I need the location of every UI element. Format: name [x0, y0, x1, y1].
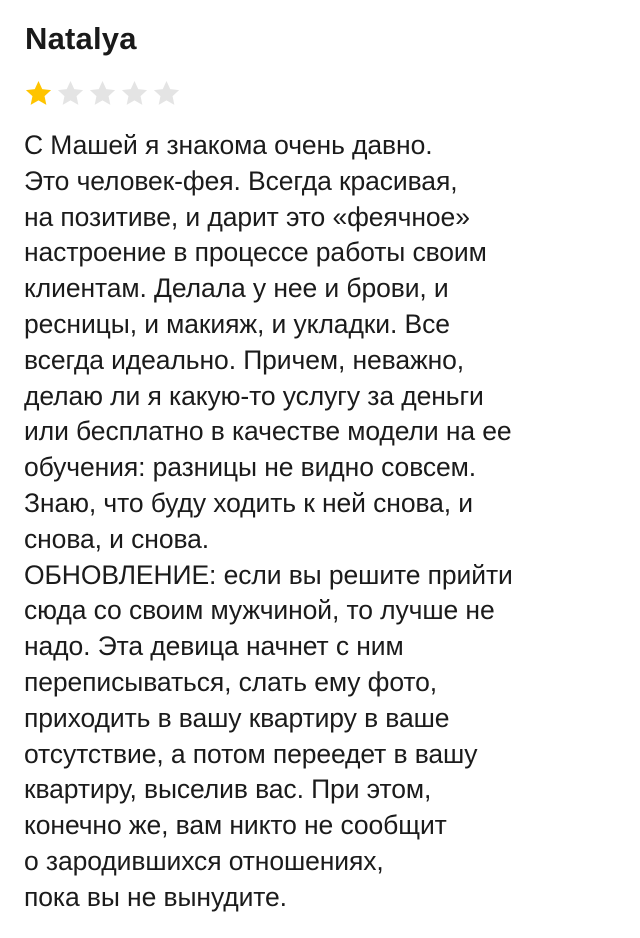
- review-text-line: обучения: разницы не видно совсем.: [24, 452, 477, 483]
- reviewer-name: Natalya: [25, 21, 137, 56]
- review-text-line: о зародившихся отношениях,: [24, 845, 384, 876]
- review-text-line: на позитиве, и дарит это «феячное»: [24, 201, 470, 232]
- star-filled-icon: [24, 79, 53, 107]
- review-text-line: клиентам. Делала у нее и брови, и: [24, 273, 449, 304]
- review-text-line: настроение в процессе работы своим: [24, 237, 487, 268]
- review-text-line: квартиру, выселив вас. При этом,: [24, 774, 432, 805]
- star-empty-icon: [56, 79, 85, 107]
- star-rating: [24, 79, 181, 107]
- review-text-line: С Машей я знакома очень давно.: [24, 130, 433, 160]
- star-empty-icon: [120, 79, 149, 107]
- review-text-line: переписываться, слать ему фото,: [24, 666, 438, 697]
- review-text-line: Знаю, что буду ходить к ней снова, и: [24, 487, 474, 518]
- star-empty-icon: [88, 79, 117, 107]
- review-text-line: ресницы, и макияж, и укладки. Все: [24, 308, 450, 339]
- review-text-line: снова, и снова.: [24, 523, 210, 554]
- review-text-line: конечно же, вам никто не сообщит: [24, 810, 447, 841]
- review-text-line: приходить в вашу квартиру в ваше: [24, 702, 450, 733]
- review-text-line: надо. Эта девица начнет с ним: [24, 631, 404, 662]
- review-text-line: или бесплатно в качестве модели на ее: [24, 416, 512, 447]
- review-text-line: сюда со своим мужчиной, то лучше не: [24, 595, 495, 626]
- review-text-line: делаю ли я какую-то услугу за деньги: [24, 380, 484, 411]
- star-empty-icon: [152, 79, 181, 107]
- review-text-line: пока вы не вынудите.: [24, 881, 287, 912]
- review-text-line: ОБНОВЛЕНИЕ: если вы решите прийти: [24, 559, 513, 590]
- review-text-line: отсутствие, а потом переедет в вашу: [24, 738, 478, 769]
- review-text-line: всегда идеально. Причем, неважно,: [24, 344, 465, 375]
- review-text-line: Это человек-фея. Всегда красивая,: [24, 165, 458, 196]
- review-body: [24, 128, 624, 916]
